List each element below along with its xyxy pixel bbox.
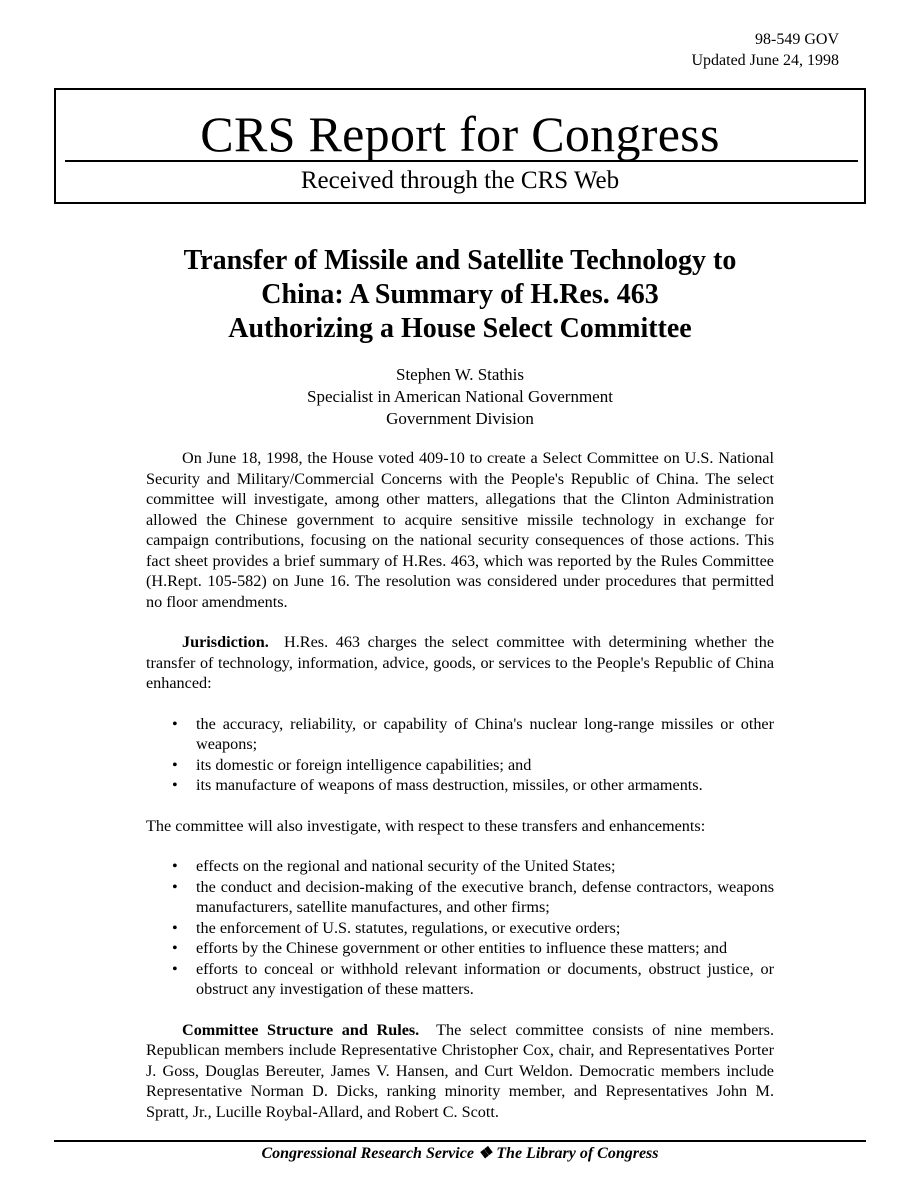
updated-date: Updated June 24, 1998 <box>691 52 839 69</box>
footer-divider <box>54 1140 866 1142</box>
author-division: Government Division <box>386 409 534 428</box>
investigation-paragraph: The committee will also investigate, with respect to these transfers and enhancements: <box>146 816 706 835</box>
banner-divider <box>65 160 858 162</box>
bullet-icon: • <box>172 776 178 794</box>
title-line: China: A Summary of H.Res. 463 <box>261 279 659 310</box>
list-item: • the enforcement of U.S. statutes, regulations, or executive orders; <box>172 918 621 937</box>
title-line: Transfer of Missile and Satellite Technology to <box>183 245 737 276</box>
jurisdiction-heading: Jurisdiction. <box>182 633 269 651</box>
report-title <box>120 244 800 346</box>
bullet-icon: • <box>172 939 178 957</box>
bullet-icon: • <box>172 959 178 978</box>
page-footer: Congressional Research Service ❖ The Library of Congress <box>261 1145 659 1162</box>
list-item: • its domestic or foreign intelligence capabilities; and <box>172 755 532 774</box>
author-name: Stephen W. Stathis <box>396 365 524 384</box>
bullet-icon: • <box>172 714 178 733</box>
report-meta <box>691 29 839 71</box>
list-item: • effects on the regional and national security of the United States; <box>172 857 616 875</box>
bullet-icon: • <box>172 877 178 896</box>
structure-text: The select committee consists of nine members. Republican members include Representative Christopher Cox, chair, and Representatives Porter J. Goss, Douglas Bereuter, James V. Hansen, and Curt Weldon. Democratic members include Representative Norman D. Dicks, ranking minority member, and Representatives John M. Spratt, Jr., Lucille Roybal-Allard, and Robert C. Scott. <box>146 1020 774 1121</box>
list-item: • the conduct and decision-making of the executive branch, defense contractors, weapons manufacturers, satellite manufactures, and other firms; <box>172 877 774 916</box>
title-line: Authorizing a House Select Committee <box>228 313 692 344</box>
author-position: Specialist in American National Government <box>307 387 613 406</box>
bullet-icon: • <box>172 755 178 774</box>
bullet-icon: • <box>172 857 178 875</box>
banner-subtitle: Received through the CRS Web <box>300 167 620 194</box>
list-item: • the accuracy, reliability, or capability of China's nuclear long-range missiles or other weapons; <box>172 714 774 753</box>
structure-paragraph <box>146 1020 774 1123</box>
jurisdiction-list <box>146 714 774 796</box>
jurisdiction-paragraph <box>146 632 774 694</box>
list-item: • efforts by the Chinese government or other entities to influence these matters; and <box>172 939 728 957</box>
list-item: • its manufacture of weapons of mass destruction, missiles, or other armaments. <box>172 776 703 794</box>
intro-paragraph: On June 18, 1998, the House voted 409-10 to create a Select Committee on U.S. National Security and Military/Commercial Concerns with the People's Republic of China. The select committee will investigate, among other matters, allegations that the Clinton Administration allowed the Chinese government to acquire sensitive missile technology in exchange for campaign contributions, focusing on the national security consequences of those actions. This fact sheet provides a brief summary of H.Res. 463, which was reported by the Rules Committee (H.Rept. 105-582) on June 16. The resolution was considered under procedures that permitted no floor amendments. <box>146 449 774 611</box>
structure-heading: Committee Structure and Rules. <box>182 1020 420 1039</box>
crs-banner <box>54 88 866 204</box>
author-block <box>146 364 774 430</box>
report-body <box>146 448 774 1122</box>
investigation-list <box>146 856 774 1000</box>
banner-title: CRS Report for Congress <box>200 106 720 162</box>
jurisdiction-text: H.Res. 463 charges the select committee with determining whether the transfer of technology, information, advice, goods, or services to the People's Republic of China enhanced: <box>146 633 775 692</box>
report-number: 98-549 GOV <box>755 31 839 48</box>
bullet-icon: • <box>172 918 178 937</box>
list-item: • efforts to conceal or withhold relevant information or documents, obstruct justice, or obstruct any investigation of these matters. <box>172 959 774 998</box>
